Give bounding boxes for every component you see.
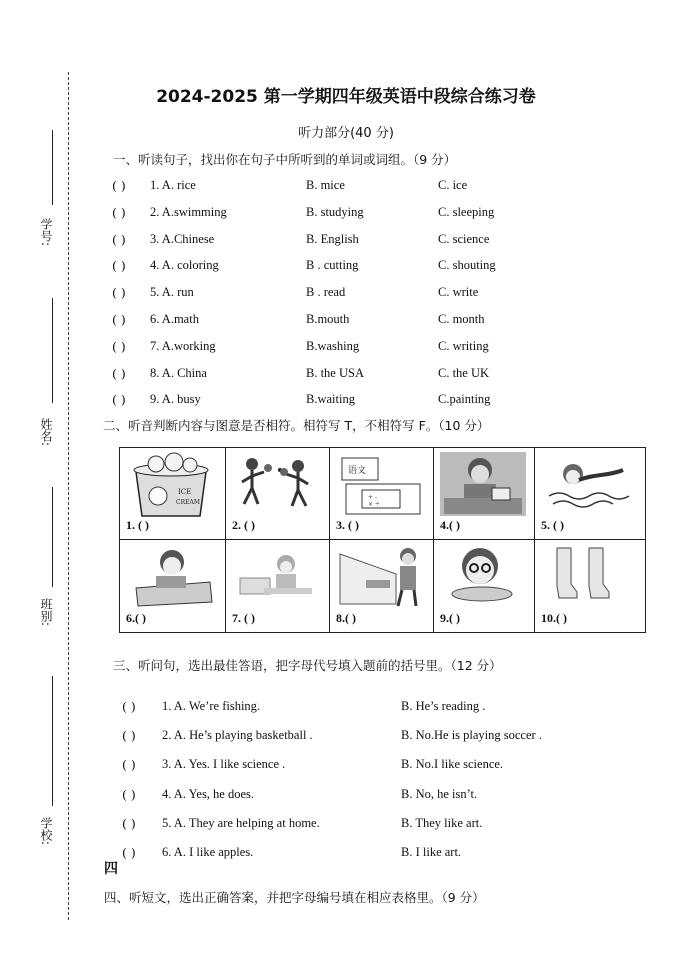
picture-cell-8 xyxy=(330,540,434,632)
option-b: B . cutting xyxy=(306,258,359,273)
answer-bracket[interactable]: ( ) xyxy=(122,728,136,744)
option-a: 4. A. coloring xyxy=(150,258,219,273)
option-a: 1. A. rice xyxy=(150,178,196,192)
svg-text:+ -: + - xyxy=(368,494,377,501)
option-b: B. No.He is playing soccer . xyxy=(401,728,542,743)
class-label: 班别: xyxy=(39,598,53,627)
answer-bracket[interactable]: ( ) xyxy=(122,815,136,831)
option-a: 8. A. China xyxy=(150,365,207,380)
option-c: C. write xyxy=(438,285,479,300)
option-b: B. mice xyxy=(306,178,345,192)
class-blank xyxy=(52,487,53,587)
answer-bracket[interactable]: ( ) xyxy=(112,338,126,354)
socks-picture xyxy=(549,546,619,602)
girl-drawing-picture xyxy=(126,546,220,610)
option-c: C. ice xyxy=(438,178,468,192)
girl-washing-picture xyxy=(234,548,320,604)
option-b: B. No, he isn’t. xyxy=(401,786,478,801)
binding-dashed-line xyxy=(68,72,69,920)
picture-label-3: 3. ( ) xyxy=(336,518,359,532)
boy-reading-picture xyxy=(440,452,526,516)
answer-bracket[interactable]: ( ) xyxy=(112,312,126,327)
option-a: 7. A.working xyxy=(150,338,216,353)
option-b: B.mouth xyxy=(306,312,350,326)
option-c: C. sleeping xyxy=(438,204,495,219)
part3-heading: 三、听问句，选出最佳答语，把字母代号填入题前的括号里。（12 分） xyxy=(113,658,502,673)
picture-label-1: 1. ( ) xyxy=(126,518,149,532)
part2-heading: 二、听音判断内容与图意是否相符。相符写 T，不相符写 F。（10 分） xyxy=(103,418,490,433)
option-b: B. studying xyxy=(306,204,364,219)
option-a: 2. A. He’s playing basketball . xyxy=(162,728,313,743)
ice-cream-tub-picture xyxy=(126,452,218,522)
option-c: C. science xyxy=(438,231,490,246)
option-b: B. They like art. xyxy=(401,815,483,830)
boy-eating-picture xyxy=(440,544,526,604)
answer-bracket[interactable]: ( ) xyxy=(112,285,126,301)
option-a: 3. A.Chinese xyxy=(150,231,215,246)
answer-bracket[interactable]: ( ) xyxy=(122,757,136,773)
picture-label-9: 9.( ) xyxy=(440,611,460,625)
picture-label-5: 5. ( ) xyxy=(541,518,564,532)
answer-bracket[interactable]: ( ) xyxy=(122,845,136,860)
picture-cell-1 xyxy=(120,448,226,540)
answer-bracket[interactable]: ( ) xyxy=(112,231,126,247)
option-a: 4. A. Yes, he does. xyxy=(162,786,255,801)
picture-label-4: 4.( ) xyxy=(440,518,460,532)
option-c: C. shouting xyxy=(438,258,496,273)
part1-heading: 一、听读句子，找出你在句子中所听到的单词或词组。（9 分） xyxy=(113,152,457,167)
picture-label-8: 8.( ) xyxy=(336,611,356,625)
picture-grid xyxy=(119,447,646,633)
option-a: 9. A. busy xyxy=(150,392,201,407)
picture-cell-2 xyxy=(226,448,330,540)
ping-pong-players-picture xyxy=(234,454,324,510)
svg-text:× ÷: × ÷ xyxy=(368,501,380,508)
answer-bracket[interactable]: ( ) xyxy=(112,204,126,220)
option-a: 3. A. Yes. I like science . xyxy=(162,757,286,772)
chinese-book-picture xyxy=(336,454,428,524)
picture-cell-7 xyxy=(226,540,330,632)
picture-cell-3 xyxy=(330,448,434,540)
picture-cell-5 xyxy=(535,448,645,540)
option-a: 5. A. run xyxy=(150,285,194,300)
picture-cell-10 xyxy=(535,540,645,632)
answer-bracket[interactable]: ( ) xyxy=(112,365,126,381)
picture-label-6: 6.( ) xyxy=(126,611,146,625)
student-no-blank xyxy=(52,130,53,205)
option-b: B. the USA xyxy=(306,365,364,380)
part4-heading: 四、听短文，选出正确答案，并把字母编号填在相应表格里。（9 分） xyxy=(104,890,485,905)
svg-text:ICE: ICE xyxy=(178,488,192,496)
picture-label-2: 2. ( ) xyxy=(232,518,255,532)
answer-bracket[interactable]: ( ) xyxy=(112,178,126,193)
pic3-caption: 语文 xyxy=(348,466,367,476)
option-b: B. He’s reading . xyxy=(401,699,486,713)
option-a: 6. A.math xyxy=(150,312,199,326)
option-b: B. English xyxy=(306,231,359,246)
option-b: B . read xyxy=(306,285,346,300)
student-no-label: 学号: xyxy=(39,218,53,247)
option-b: B.waiting xyxy=(306,392,355,407)
listening-subtitle: 听力部分(40 分) xyxy=(298,126,394,141)
answer-bracket[interactable]: ( ) xyxy=(122,786,136,802)
option-b: B. I like art. xyxy=(401,845,462,859)
school-blank xyxy=(52,676,53,806)
man-cooking-picture xyxy=(336,544,428,608)
option-b: B.washing xyxy=(306,338,360,353)
option-c: C. writing xyxy=(438,338,489,353)
answer-bracket[interactable]: ( ) xyxy=(122,699,136,714)
option-a: 6. A. I like apples. xyxy=(162,845,254,859)
option-a: 1. A. We’re fishing. xyxy=(162,699,261,713)
svg-text:CREAM: CREAM xyxy=(176,499,200,506)
stray-char: 四 xyxy=(104,861,118,877)
page-title: 2024-2025 第一学期四年级英语中段综合练习卷 xyxy=(156,87,536,107)
name-label: 姓名: xyxy=(39,418,53,447)
option-a: 2. A.swimming xyxy=(150,204,227,219)
option-a: 5. A. They are helping at home. xyxy=(162,815,320,830)
option-c: C. month xyxy=(438,312,485,326)
answer-bracket[interactable]: ( ) xyxy=(112,258,126,274)
girl-swimming-picture xyxy=(543,454,635,512)
picture-label-7: 7. ( ) xyxy=(232,611,255,625)
option-c: C. the UK xyxy=(438,365,490,380)
option-c: C.painting xyxy=(438,392,491,407)
answer-bracket[interactable]: ( ) xyxy=(112,392,126,408)
picture-cell-4 xyxy=(434,448,535,540)
picture-label-10: 10.( ) xyxy=(541,611,567,625)
school-label: 学校: xyxy=(39,817,53,846)
picture-cell-6 xyxy=(120,540,226,632)
name-blank xyxy=(52,298,53,403)
picture-cell-9 xyxy=(434,540,535,632)
option-b: B. No.I like science. xyxy=(401,757,504,772)
